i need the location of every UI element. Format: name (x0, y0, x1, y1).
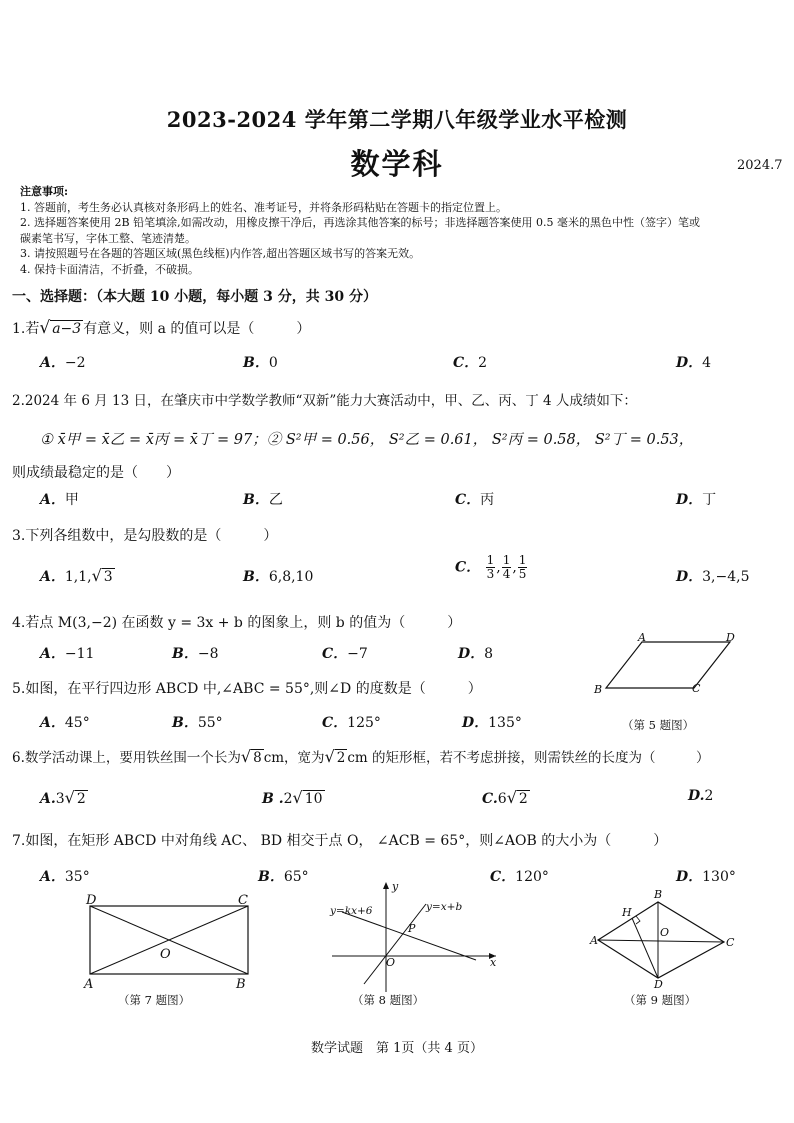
subject-title: 数学科 (350, 147, 444, 181)
fig7-label-b: B (236, 977, 246, 992)
question-3: 3.下列各组数中，是勾股数的是（ ） (12, 528, 278, 544)
fig8-label-x: x (490, 956, 497, 969)
q1-post: 有意义，则 a 的值可以是（ ） (83, 321, 311, 337)
notice-item-4: 4. 保持卡面清洁，不折叠，不破损。 (20, 262, 199, 276)
q5-option-a[interactable]: A．45° (40, 715, 90, 731)
q2-option-b[interactable]: B．乙 (243, 492, 283, 508)
q1-option-d[interactable]: D．4 (676, 355, 712, 371)
question-1: 1.若√ a−3 有意义，则 a 的值可以是（ ） (12, 318, 311, 338)
fig7-label-a: A (84, 977, 94, 992)
fig8-label-y: y (392, 880, 399, 893)
question-5: 5.如图，在平行四边形 ABCD 中,∠ABC = 55°,则∠D 的度数是（ ） (12, 681, 482, 697)
figure-8-linear-functions (328, 876, 500, 996)
question-6: 6.数学活动课上，要用铁丝围一个长为√ 8 cm，宽为√ 2 cm 的矩形框，若不考虑拼接，则需铁丝的长度为（ ） (12, 747, 710, 766)
fig5-caption: （第 5 题图） (622, 718, 695, 732)
q2-statistics: ① x̄甲 = x̄乙 = x̄丙 = x̄丁 = 97；② S²甲 = 0.56， S²乙 = 0.61， S²丙 = 0.58， S²丁 = 0.53， (40, 432, 694, 448)
q1-option-b[interactable]: B．0 (243, 355, 278, 371)
fig8-caption: （第 8 题图） (352, 993, 425, 1007)
q5-option-b[interactable]: B．55° (172, 715, 223, 731)
q2-question: 则成绩最稳定的是（ ） (12, 465, 180, 481)
q2-option-d[interactable]: D．丁 (676, 492, 717, 508)
fig9-caption: （第 9 题图） (624, 993, 697, 1007)
q6-option-a[interactable]: A.3√ 2 (40, 788, 86, 807)
figure-5-parallelogram (590, 630, 740, 702)
q3-frac-3: $\frac{1}{5}$ (518, 553, 527, 581)
q5-option-c[interactable]: C．125° (322, 715, 381, 731)
fig7-label-d: D (86, 893, 97, 908)
q3-option-d[interactable]: D．3,−4,5 (676, 569, 750, 585)
q6-option-b[interactable]: B .2√ 10 (262, 788, 323, 807)
q7-option-c[interactable]: C．120° (490, 869, 549, 885)
notice-heading: 注意事项: (20, 185, 69, 198)
fig8-label-p: P (408, 922, 416, 935)
fig5-label-b: B (594, 683, 603, 696)
notice-block (20, 184, 700, 277)
fig9-label-c: C (726, 936, 735, 949)
q7-option-d[interactable]: D．130° (676, 869, 736, 885)
exam-title: 2023-2024 学年第二学期八年级学业水平检测 (166, 107, 628, 132)
fig5-label-c: C (692, 682, 701, 695)
fig5-label-a: A (638, 631, 646, 644)
q6-option-c[interactable]: C.6√ 2 (482, 788, 528, 807)
fig8-label-line1: y=kx+6 (330, 905, 373, 917)
q1-option-c[interactable]: C．2 (453, 355, 488, 371)
notice-item-2-cont: 碳素笔书写，字体工整、笔迹清楚。 (20, 231, 196, 245)
q4-option-c[interactable]: C．−7 (322, 646, 368, 662)
question-4: 4.若点 M(3,−2) 在函数 y = 3x + b 的图象上，则 b 的值为（ ） (12, 615, 462, 631)
fig8-label-o: O (386, 956, 396, 969)
fig9-label-d: D (654, 978, 663, 991)
section-heading: 一、选择题：（本大题 10 小题，每小题 3 分，共 30 分） (12, 289, 377, 305)
q1-radicand: a−3 (52, 321, 82, 337)
question-7: 7.如图，在矩形 ABCD 中对角线 AC、 BD 相交于点 O， ∠ACB = 65°，则∠AOB 的大小为（ ） (12, 833, 668, 849)
fig9-label-b: B (654, 888, 663, 901)
question-2: 2.2024 年 6 月 13 日，在肇庆市中学数学教师“双新”能力大赛活动中，甲、乙、丙、丁 4 人成绩如下： (12, 393, 637, 409)
figure-7-rectangle (78, 892, 260, 992)
fig7-label-c: C (238, 893, 248, 908)
figure-9-rhombus (586, 888, 740, 992)
q4-option-a[interactable]: A．−11 (40, 646, 95, 662)
q4-option-b[interactable]: B．−8 (172, 646, 219, 662)
notice-item-1: 1. 答题前，考生务必认真核对条形码上的姓名、准考证号，并将条形码粘贴在答题卡的指定位置上。 (20, 200, 507, 214)
q7-option-b[interactable]: B．65° (258, 869, 309, 885)
page-footer: 数学试题 第 1页（共 4 页） (311, 1041, 483, 1056)
q2-option-a[interactable]: A．甲 (40, 492, 79, 508)
exam-date: 2024.7 (737, 158, 783, 173)
q3-option-a[interactable]: A．1,1,√ 3 (40, 566, 113, 585)
q1-option-a[interactable]: A．−2 (40, 355, 86, 371)
q6-option-d[interactable]: D.2 (688, 788, 714, 804)
q1-pre: 1.若 (12, 321, 40, 337)
q3-frac-2: $\frac{1}{4}$ (502, 553, 511, 581)
q2-option-c[interactable]: C．丙 (455, 492, 495, 508)
fig7-caption: （第 7 题图） (118, 993, 191, 1007)
q3-option-b[interactable]: B．6,8,10 (243, 569, 314, 585)
q3-frac-1: $\frac{1}{3}$ (486, 553, 495, 581)
notice-item-3: 3. 请按照题号在各题的答题区域(黑色线框)内作答,超出答题区域书写的答案无效。 (20, 247, 421, 260)
fig7-label-o: O (160, 947, 171, 962)
fig5-label-d: D (726, 631, 735, 644)
q4-option-d[interactable]: D．8 (458, 646, 494, 662)
fig9-label-a: A (590, 934, 598, 947)
fig9-label-o: O (660, 926, 670, 939)
notice-item-2: 2. 选择题答案使用 2B 铅笔填涂,如需改动，用橡皮擦干净后，再选涂其他答案的标号；非选择题答案使用 0.5 毫米的黑色中性（签字）笔或 (20, 216, 701, 229)
q3-option-c[interactable]: C． $\frac{1}{3}$ , $\frac{1}{4}$ , $\frac{1}{5}$ (455, 553, 527, 581)
q7-option-a[interactable]: A．35° (40, 869, 90, 885)
fig9-label-h: H (622, 906, 632, 919)
fig8-label-line2: y=x+b (426, 901, 463, 913)
q5-option-d[interactable]: D．135° (462, 715, 522, 731)
